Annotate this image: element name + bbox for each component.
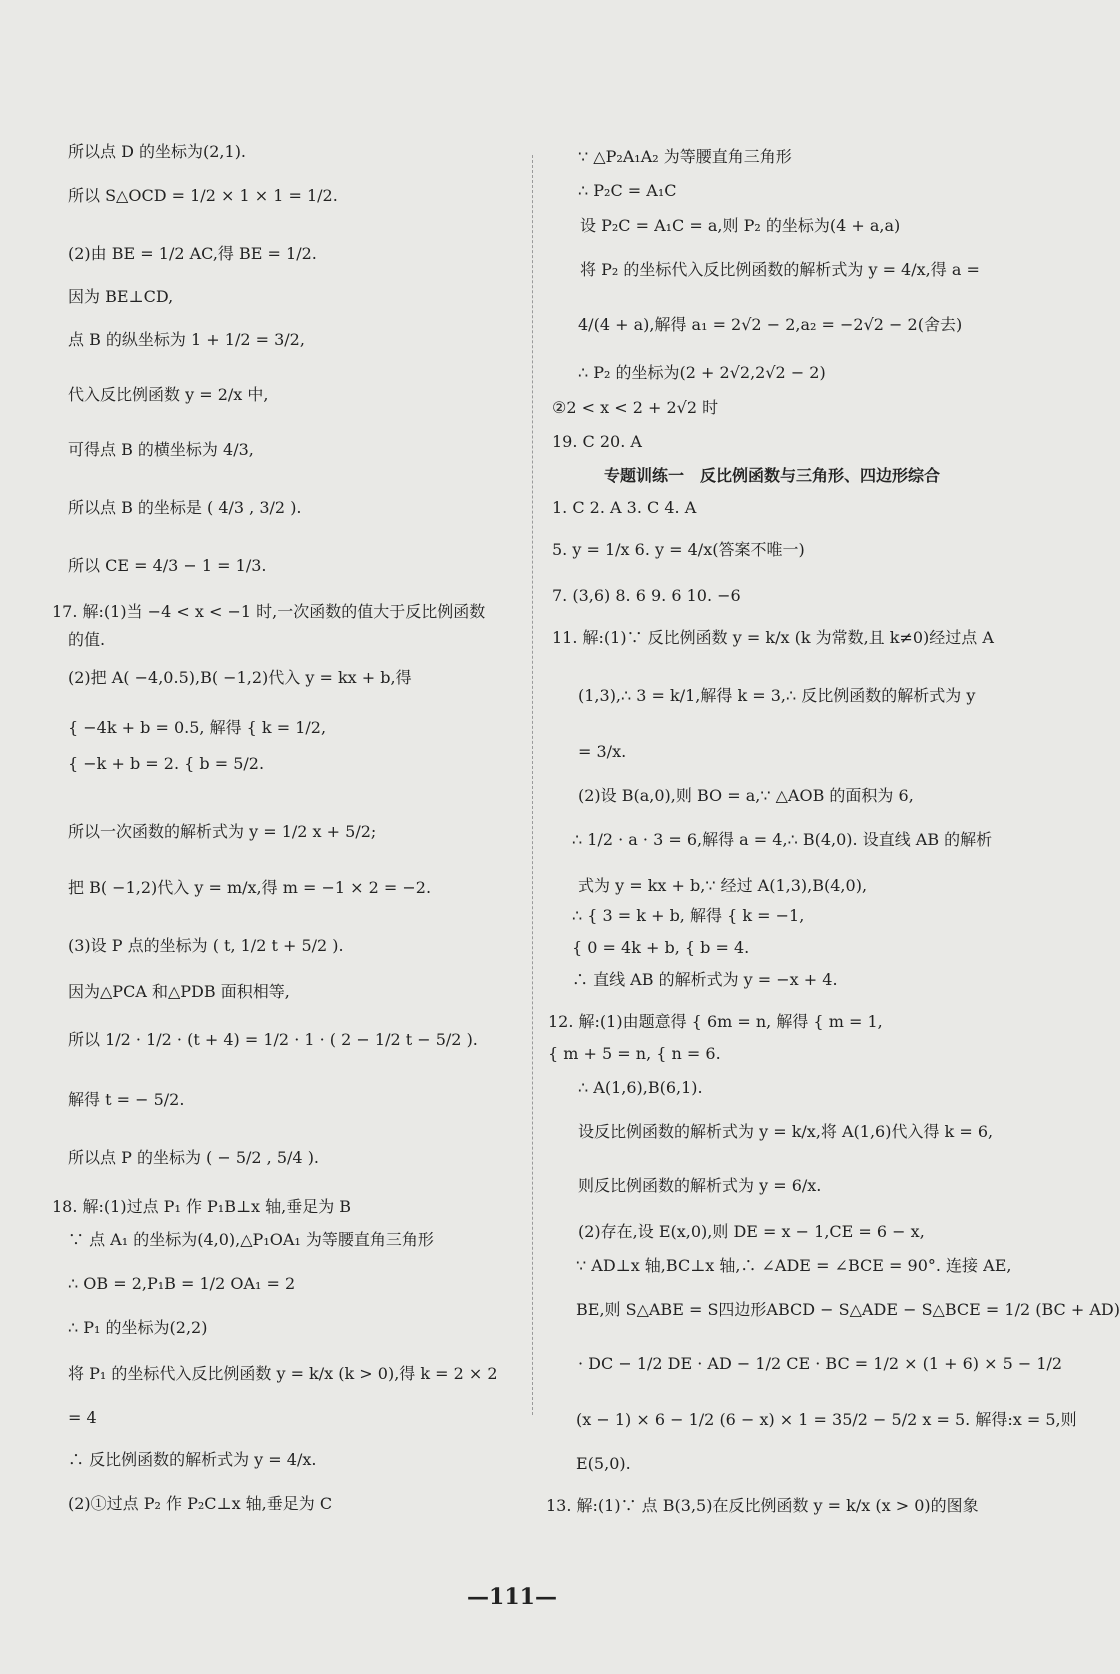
- answer-line: ∴ 1/2 · a · 3 = 6,解得 a = 4,∴ B(4,0). 设直线 AB 的解析: [572, 830, 993, 849]
- answer-line: 点 B 的纵坐标为 1 + 1/2 = 3/2,: [68, 330, 305, 349]
- answer-line: 则反比例函数的解析式为 y = 6/x.: [578, 1176, 822, 1195]
- answer-line: 所以点 P 的坐标为 ( − 5/2 , 5/4 ).: [68, 1148, 320, 1167]
- answer-line: ∴ A(1,6),B(6,1).: [578, 1078, 703, 1097]
- answer-line: 的值.: [68, 630, 106, 649]
- answer-line: (1,3),∴ 3 = k/1,解得 k = 3,∴ 反比例函数的解析式为 y: [578, 686, 976, 705]
- answer-line: 因为△PCA 和△PDB 面积相等,: [68, 982, 290, 1001]
- answer-line: 式为 y = kx + b,∵ 经过 A(1,3),B(4,0),: [578, 876, 868, 895]
- answer-line: 所以 S△OCD = 1/2 × 1 × 1 = 1/2.: [68, 186, 338, 205]
- answer-line: 1. C 2. A 3. C 4. A: [552, 498, 697, 517]
- answer-line: (2)由 BE = 1/2 AC,得 BE = 1/2.: [68, 244, 317, 263]
- answer-line: 5. y = 1/x 6. y = 4/x(答案不唯一): [552, 540, 805, 559]
- answer-line: BE,则 S△ABE = S四边形ABCD − S△ADE − S△BCE = 1/2 (BC + AD): [576, 1300, 1120, 1319]
- answer-line: 因为 BE⊥CD,: [68, 287, 174, 306]
- page-number: —111—: [467, 1584, 557, 1610]
- answer-line: (x − 1) × 6 − 1/2 (6 − x) × 1 = 35/2 − 5/2 x = 5. 解得:x = 5,则: [576, 1410, 1077, 1429]
- answer-line: 设 P₂C = A₁C = a,则 P₂ 的坐标为(4 + a,a): [580, 216, 901, 235]
- answer-line: = 4: [68, 1408, 97, 1427]
- section-title: 专题训练一 反比例函数与三角形、四边形综合: [604, 466, 941, 485]
- answer-line: { m + 5 = n, { n = 6.: [548, 1044, 721, 1063]
- answer-line: ∵ △P₂A₁A₂ 为等腰直角三角形: [578, 147, 792, 166]
- answer-line: 17. 解:(1)当 −4 < x < −1 时,一次函数的值大于反比例函数: [52, 602, 486, 621]
- answer-line: E(5,0).: [576, 1454, 631, 1473]
- answer-line: { 0 = 4k + b, { b = 4.: [572, 938, 750, 957]
- answer-line: 所以一次函数的解析式为 y = 1/2 x + 5/2;: [68, 822, 377, 841]
- answer-line: 可得点 B 的横坐标为 4/3,: [68, 440, 254, 459]
- answer-line: 所以点 D 的坐标为(2,1).: [68, 142, 247, 161]
- answer-line: = 3/x.: [578, 742, 627, 761]
- answer-line: { −4k + b = 0.5, 解得 { k = 1/2,: [68, 718, 327, 737]
- answer-line: 所以 CE = 4/3 − 1 = 1/3.: [68, 556, 267, 575]
- answer-line: 代入反比例函数 y = 2/x 中,: [68, 385, 269, 404]
- answer-line: 4/(4 + a),解得 a₁ = 2√2 − 2,a₂ = −2√2 − 2(舍去): [578, 315, 963, 334]
- answer-line: (3)设 P 点的坐标为 ( t, 1/2 t + 5/2 ).: [68, 936, 344, 955]
- answer-line: ∴ 反比例函数的解析式为 y = 4/x.: [68, 1450, 317, 1469]
- answer-line: (2)①过点 P₂ 作 P₂C⊥x 轴,垂足为 C: [68, 1494, 333, 1513]
- answer-line: ∴ P₂C = A₁C: [578, 181, 677, 200]
- answer-line: · DC − 1/2 DE · AD − 1/2 CE · BC = 1/2 × (1 + 6) × 5 − 1/2: [578, 1354, 1063, 1373]
- answer-line: (2)设 B(a,0),则 BO = a,∵ △AOB 的面积为 6,: [578, 786, 914, 805]
- answer-line: 把 B( −1,2)代入 y = m/x,得 m = −1 × 2 = −2.: [68, 878, 432, 897]
- column-divider: [532, 155, 534, 1415]
- answer-line: 19. C 20. A: [552, 432, 642, 451]
- answer-line: ∴ P₂ 的坐标为(2 + 2√2,2√2 − 2): [578, 363, 826, 382]
- answer-line: ∴ 直线 AB 的解析式为 y = −x + 4.: [572, 970, 838, 989]
- answer-line: (2)存在,设 E(x,0),则 DE = x − 1,CE = 6 − x,: [578, 1222, 925, 1241]
- answer-line: ∴ { 3 = k + b, 解得 { k = −1,: [572, 906, 805, 925]
- answer-line: 将 P₁ 的坐标代入反比例函数 y = k/x (k > 0),得 k = 2 × 2: [68, 1364, 498, 1383]
- answer-line: 将 P₂ 的坐标代入反比例函数的解析式为 y = 4/x,得 a =: [580, 260, 980, 279]
- answer-line: 11. 解:(1)∵ 反比例函数 y = k/x (k 为常数,且 k≠0)经过点 A: [552, 628, 994, 647]
- answer-line: ②2 < x < 2 + 2√2 时: [552, 398, 719, 417]
- answer-line: ∵ AD⊥x 轴,BC⊥x 轴,∴ ∠ADE = ∠BCE = 90°. 连接 AE,: [576, 1256, 1012, 1275]
- answer-line: 设反比例函数的解析式为 y = k/x,将 A(1,6)代入得 k = 6,: [578, 1122, 994, 1141]
- answer-line: 所以点 B 的坐标是 ( 4/3 , 3/2 ).: [68, 498, 302, 517]
- answer-line: (2)把 A( −4,0.5),B( −1,2)代入 y = kx + b,得: [68, 668, 412, 687]
- answer-line: ∵ 点 A₁ 的坐标为(4,0),△P₁OA₁ 为等腰直角三角形: [68, 1230, 434, 1249]
- answer-line: { −k + b = 2. { b = 5/2.: [68, 754, 265, 773]
- answer-line: 7. (3,6) 8. 6 9. 6 10. −6: [552, 586, 741, 605]
- answer-line: 所以 1/2 · 1/2 · (t + 4) = 1/2 · 1 · ( 2 − 1/2 t − 5/2 ).: [68, 1030, 478, 1049]
- answer-line: 18. 解:(1)过点 P₁ 作 P₁B⊥x 轴,垂足为 B: [52, 1197, 352, 1216]
- answer-line: ∴ OB = 2,P₁B = 1/2 OA₁ = 2: [68, 1274, 296, 1293]
- answer-line: ∴ P₁ 的坐标为(2,2): [68, 1318, 208, 1337]
- answer-line: 13. 解:(1)∵ 点 B(3,5)在反比例函数 y = k/x (x > 0)的图象: [546, 1496, 979, 1515]
- answer-line: 12. 解:(1)由题意得 { 6m = n, 解得 { m = 1,: [548, 1012, 883, 1031]
- answer-line: 解得 t = − 5/2.: [68, 1090, 185, 1109]
